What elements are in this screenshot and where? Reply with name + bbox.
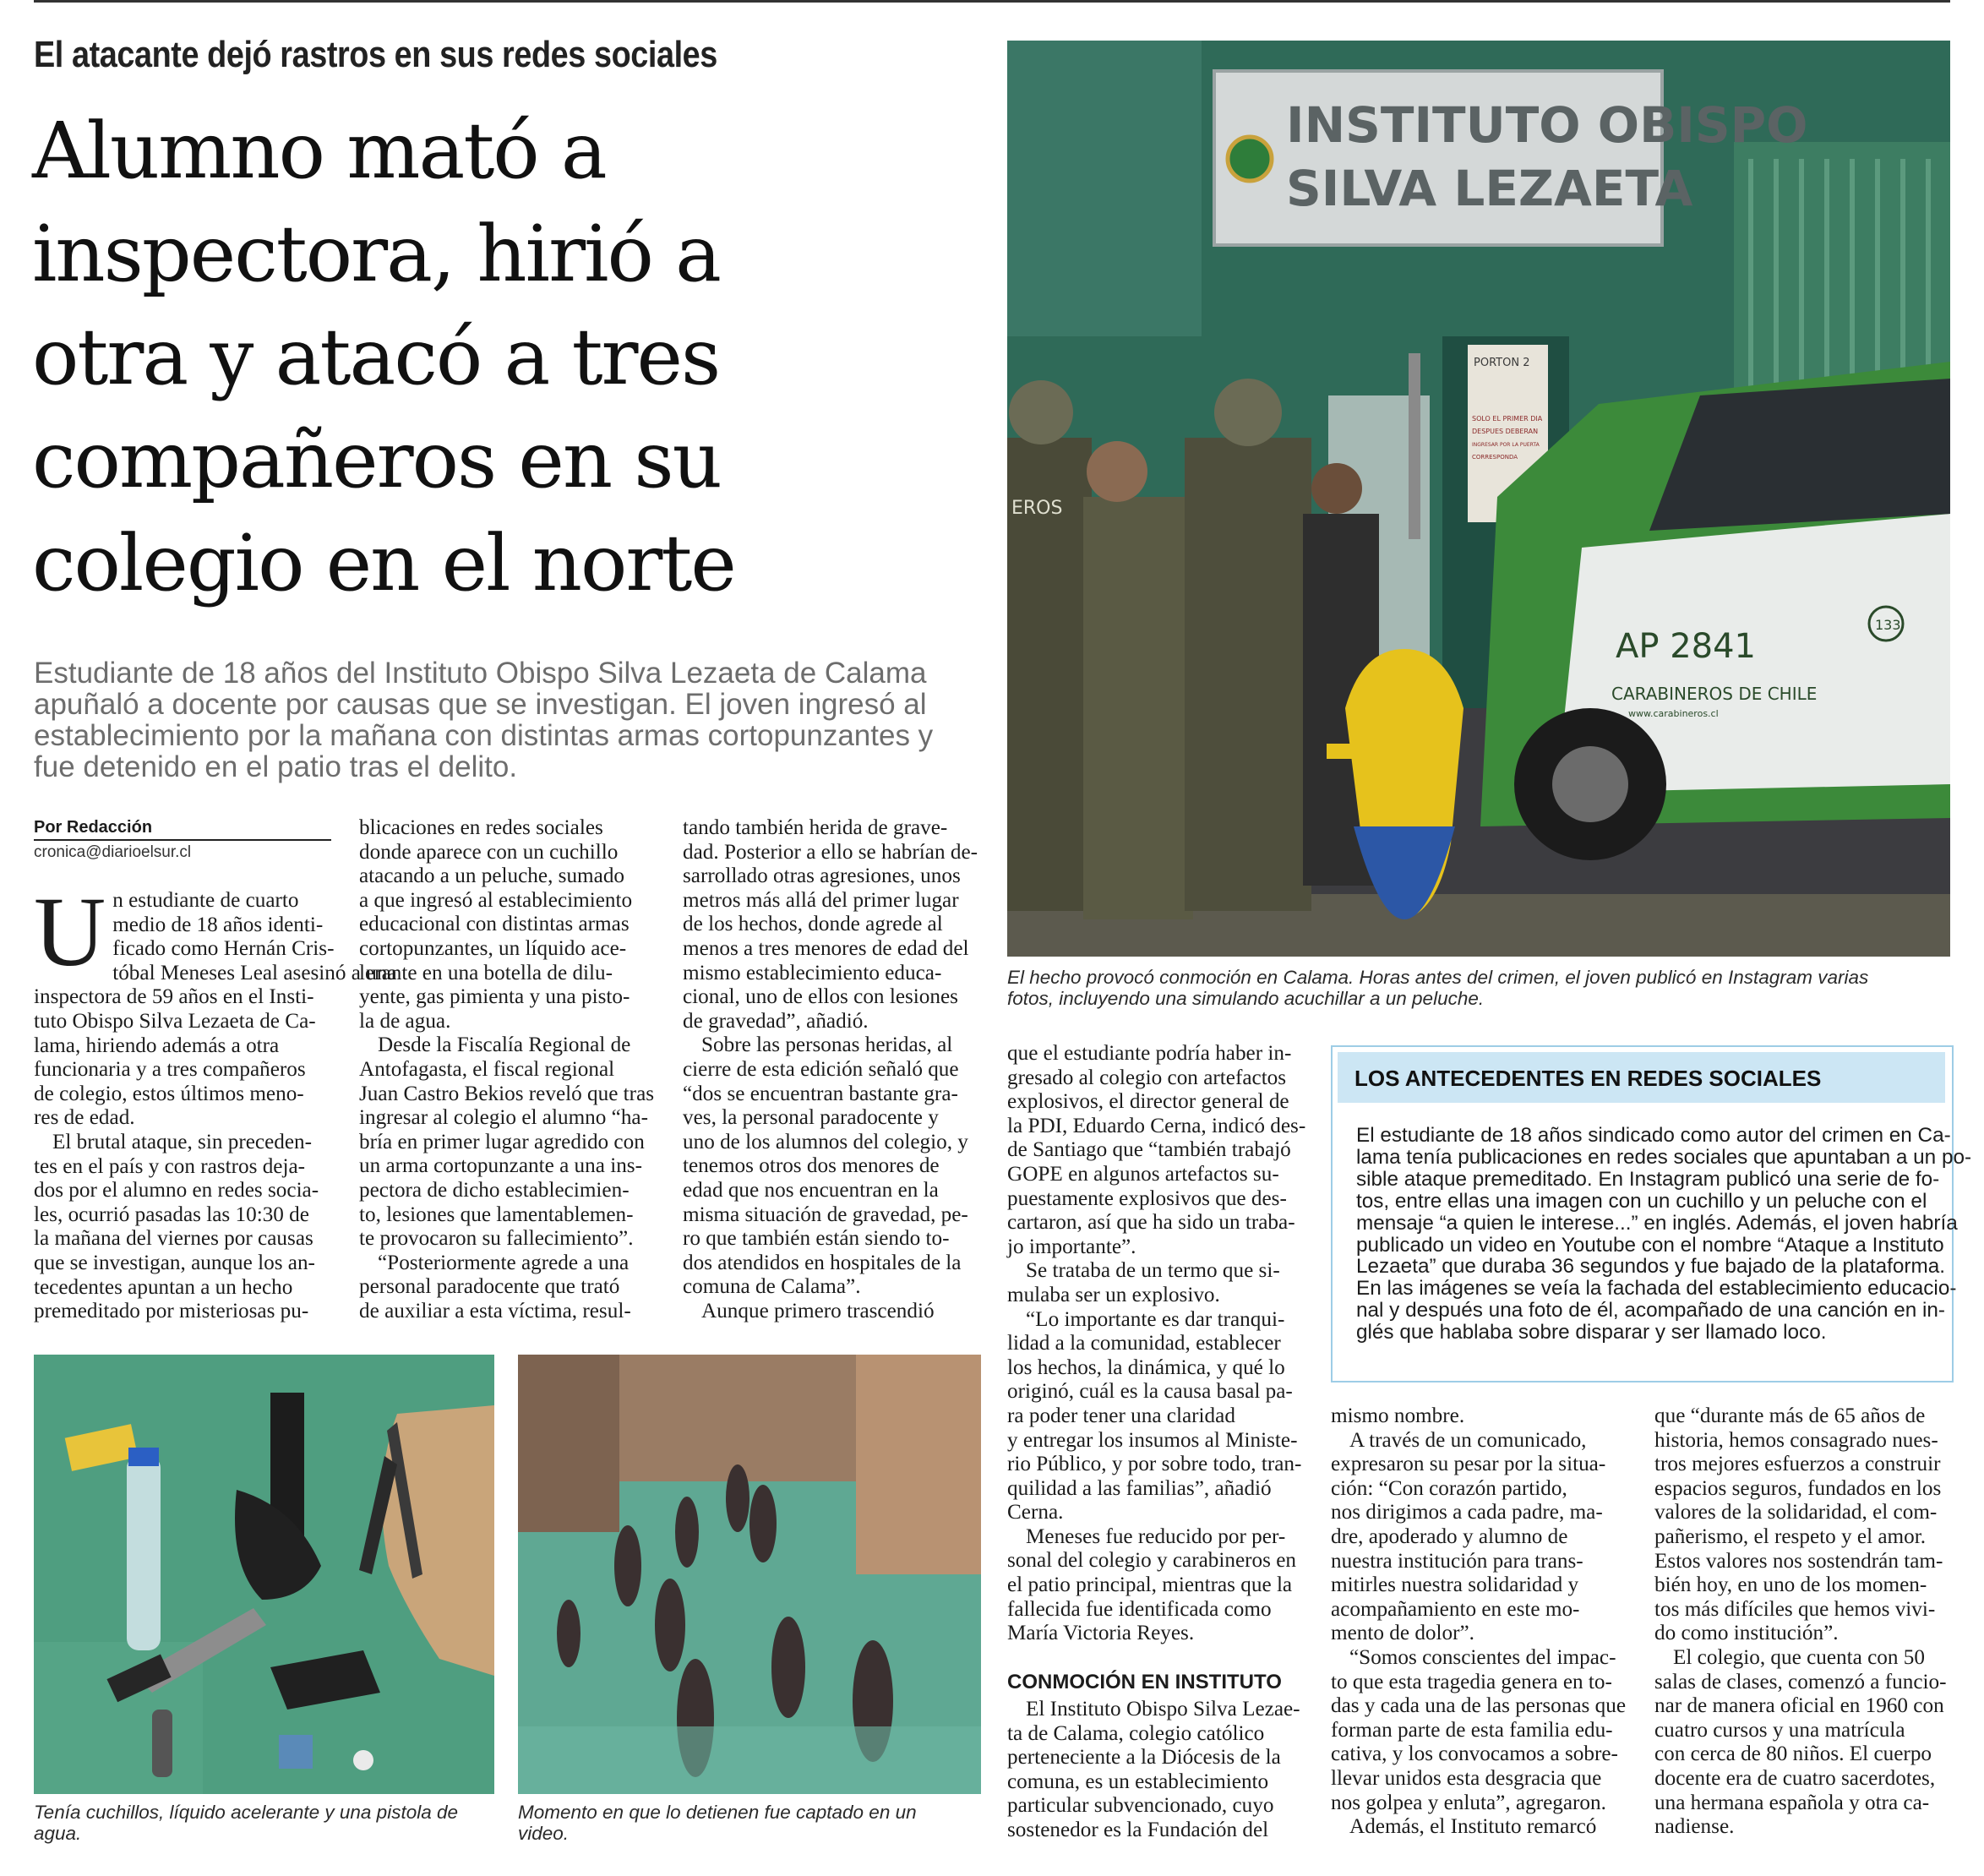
text-line: Meneses fue reducido por per-: [1026, 1524, 1286, 1548]
sidebar-line: El estudiante de 18 años sindicado como autor del crimen en Ca-: [1356, 1124, 1951, 1147]
lead-line: apuñaló a docente por causas que se investigan. El joven ingresó al: [34, 688, 927, 721]
text-line: bién hoy, en uno de los momen-: [1654, 1573, 1927, 1597]
sidebar-line: Lezaeta” que duraba 36 segundos y fue bajado de la plataforma.: [1356, 1255, 1946, 1279]
text-line: Aunque primero trascendió: [701, 1299, 935, 1322]
text-line: El brutal ataque, sin preceden-: [52, 1130, 313, 1153]
section-subhead: CONMOCIÓN EN INSTITUTO: [1007, 1671, 1282, 1693]
text-line: funcionaria y a tres compañeros: [34, 1058, 306, 1082]
text-line: uno de los alumnos del colegio, y: [683, 1130, 968, 1153]
text-line: comuna de Calama”.: [683, 1275, 861, 1299]
text-line: premeditado por misteriosas pu-: [34, 1300, 309, 1323]
byline: Por Redacción: [34, 818, 331, 841]
text-line: Se trataba de un termo que si-: [1026, 1259, 1280, 1283]
sign-text-1: INSTITUTO OBISPO: [1286, 96, 1808, 154]
text-line: metros más allá del primer lugar: [683, 888, 959, 912]
top-rule: [34, 0, 1950, 3]
text-line: la de agua.: [359, 1009, 451, 1033]
text-line: de auxiliar a esta víctima, resul-: [359, 1299, 631, 1322]
notice-line: CORRESPONDA: [1472, 454, 1518, 461]
text-line: sostenedor es la Fundación del: [1007, 1818, 1269, 1841]
caption-line: agua.: [34, 1823, 82, 1844]
text-line: to que esta tragedia genera en to-: [1331, 1670, 1612, 1693]
text-line: forman parte de esta familia edu-: [1331, 1718, 1613, 1742]
text-line: de gravedad”, añadió.: [683, 1009, 869, 1033]
text-line: la PDI, Eduardo Cerna, indicó des-: [1007, 1114, 1306, 1137]
lead-line: fue detenido en el patio tras el delito.: [34, 750, 518, 783]
sidebar-line: publicado un video en Youtube con el nombre “Ataque a Instituto: [1356, 1233, 1944, 1257]
text-line: fallecida fue identificada como: [1007, 1597, 1272, 1621]
text-line: medio de 18 años identi-: [112, 913, 324, 936]
text-line: menos a tres menores de edad del: [683, 936, 969, 960]
text-line: res de edad.: [34, 1106, 135, 1130]
drop-cap: U: [34, 876, 106, 987]
article-column-4b: [1007, 1698, 1307, 1843]
lead-line: establecimiento por la mañana con distintas armas cortopunzantes y: [34, 719, 934, 752]
text-line: quilidad a las familias”, añadió: [1007, 1476, 1272, 1500]
sidebar-line: mensaje “a quien le interese...” en inglés. Además, el joven habría: [1356, 1211, 1958, 1235]
text-line: cativa, y los convocamos a sobre-: [1331, 1742, 1618, 1766]
text-line: tros mejores esfuerzos a construir: [1654, 1453, 1941, 1476]
article-column-3: [683, 816, 983, 1323]
text-line: Antofagasta, el fiscal regional: [359, 1057, 615, 1081]
caption-line: Tenía cuchillos, líquido acelerante y una pistola de: [34, 1802, 458, 1823]
text-line: dre, apoderado y alumno de: [1331, 1524, 1568, 1548]
text-line: tes en el país y con rastros deja-: [34, 1154, 306, 1178]
text-line: que el estudiante podría haber in-: [1007, 1042, 1292, 1065]
text-line: de Santiago que “también trabajó: [1007, 1138, 1291, 1162]
text-line: ficado como Hernán Cris-: [112, 937, 335, 961]
lead-line: Estudiante de 18 años del Instituto Obispo Silva Lezaeta de Calama: [34, 657, 927, 690]
text-line: do como institución”.: [1654, 1622, 1839, 1645]
text-line: les, ocurrió pasadas las 10:30 de: [34, 1202, 309, 1226]
text-line: tos más difíciles que hemos vivi-: [1654, 1597, 1936, 1621]
text-line: puestamente explosivos que des-: [1007, 1186, 1287, 1210]
text-line: docente era de cuatro sacerdotes,: [1654, 1766, 1936, 1790]
text-line: yente, gas pimienta y una pisto-: [359, 985, 630, 1009]
text-line: inspectora de 59 años en el Insti-: [34, 985, 314, 1009]
sign-text-2: SILVA LEZAETA: [1286, 160, 1693, 217]
article-column-2: [359, 816, 659, 1323]
author-email: cronica@diarioelsur.cl: [34, 843, 192, 861]
text-line: lama, hiriendo además a otra: [34, 1033, 280, 1057]
text-line: ta de Calama, colegio católico: [1007, 1721, 1265, 1745]
school-crest-icon: [1228, 137, 1272, 181]
text-line: Estos valores nos sostendrán tam-: [1654, 1549, 1943, 1573]
text-line: educacional con distintas armas: [359, 913, 630, 936]
text-line: ro que también están siendo to-: [683, 1227, 950, 1251]
text-line: to, lesiones que lamentablemen-: [359, 1202, 634, 1226]
article-column-1: [34, 876, 397, 1324]
truck-web: www.carabineros.cl: [1628, 708, 1719, 719]
truck-id: AP 2841: [1616, 627, 1756, 666]
text-line: A través de un comunicado,: [1349, 1428, 1587, 1452]
caption-line: El hecho provocó conmoción en Calama. Horas antes del crimen, el joven publicó en Instagram varias: [1007, 967, 1869, 988]
caption-line: fotos, incluyendo una simulando acuchillar a un peluche.: [1007, 988, 1485, 1009]
truck-label: CARABINEROS DE CHILE: [1611, 684, 1818, 704]
text-line: Desde la Fiscalía Regional de: [378, 1033, 631, 1057]
text-line: pectora de dicho establecimien-: [359, 1178, 630, 1202]
text-line: gresado al colegio con artefactos: [1007, 1066, 1287, 1089]
text-line: El colegio, que cuenta con 50: [1673, 1645, 1925, 1669]
text-line: tecedentes apuntan a un hecho: [34, 1275, 293, 1299]
lead-paragraph: [34, 657, 993, 783]
text-line: tando también herida de grave-: [683, 816, 948, 839]
text-line: ción: “Con corazón partido,: [1331, 1476, 1567, 1500]
vest-text: EROS: [1011, 498, 1063, 519]
article-column-6: [1654, 1404, 1954, 1840]
text-line: mitirles nuestra solidaridad y: [1331, 1573, 1579, 1597]
notice-line: SOLO EL PRIMER DIA: [1472, 415, 1543, 423]
text-line: dos por el alumno en redes socia-: [34, 1179, 319, 1202]
text-line: el patio principal, mientras que la: [1007, 1573, 1293, 1597]
text-line: “Posteriormente agrede a una: [378, 1251, 630, 1274]
text-line: “Somos conscientes del impac-: [1349, 1645, 1616, 1669]
text-line: nar de manera oficial en 1960 con: [1654, 1694, 1944, 1718]
caption-line: Momento en que lo detienen fue captado en un: [518, 1802, 917, 1823]
sidebar-line: glés que hablaba sobre disparar y ser llamado loco.: [1356, 1321, 1827, 1344]
main-photo-caption: [1007, 967, 1950, 1009]
text-line: atacando a un peluche, sumado: [359, 864, 625, 888]
text-line: misma situación de gravedad, pe-: [683, 1202, 968, 1226]
caption-line: video.: [518, 1823, 570, 1844]
text-line: un arma cortopunzante a una ins-: [359, 1154, 643, 1178]
text-line: salas de clases, comenzó a funcio-: [1654, 1670, 1947, 1693]
text-line: de los hechos, donde agrede al: [683, 913, 943, 936]
text-line: ra poder tener una claridad: [1007, 1404, 1235, 1427]
arrest-video-frame: [518, 1355, 981, 1794]
video-still-photo: [518, 1355, 981, 1794]
text-line: pañerismo, el respeto y el amor.: [1654, 1524, 1927, 1548]
text-line: una hermana española y otra ca-: [1654, 1791, 1930, 1814]
text-line: mismo nombre.: [1331, 1404, 1465, 1427]
text-line: mismo establecimiento educa-: [683, 961, 942, 984]
text-line: los hechos, la dinámica, y qué lo: [1007, 1355, 1285, 1379]
headline-line: inspectora, hirió a: [32, 209, 720, 299]
headline-line: Alumno mató a: [32, 106, 606, 196]
pepper-spray: [152, 1710, 172, 1777]
text-line: tuto Obispo Silva Lezaeta de Ca-: [34, 1009, 316, 1033]
headline-line: compañeros en su: [32, 415, 721, 505]
text-line: te provocaron su fallecimiento”.: [359, 1227, 634, 1251]
sidebar-line: nal y después una foto de él, acompañado de una canción en in-: [1356, 1299, 1946, 1322]
text-line: nuestra institución para trans-: [1331, 1549, 1583, 1573]
text-line: nadiense.: [1654, 1815, 1735, 1839]
text-line: cartaron, así que ha sido un traba-: [1007, 1211, 1295, 1235]
text-line: dos atendidos en hospitales de la: [683, 1251, 962, 1274]
text-line: tenemos otros dos menores de: [683, 1154, 940, 1178]
article-column-5: [1331, 1404, 1631, 1840]
text-line: cuatro cursos y una matrícula: [1654, 1718, 1905, 1742]
text-line: Sobre las personas heridas, al: [701, 1033, 953, 1057]
text-line: GOPE en algunos artefactos su-: [1007, 1162, 1279, 1186]
text-line: jo importante”.: [1007, 1235, 1136, 1258]
text-line: blicaciones en redes sociales: [359, 816, 603, 839]
text-line: la mañana del viernes por causas: [34, 1227, 313, 1251]
text-line: acompañamiento en este mo-: [1331, 1597, 1580, 1621]
sidebar-line: En las imágenes se veía la fachada del establecimiento educacio-: [1356, 1277, 1957, 1301]
text-line: personal paradocente que trató: [359, 1275, 620, 1299]
text-line: das y cada una de las personas que: [1331, 1694, 1626, 1718]
text-line: edad que nos encuentran en la: [683, 1178, 939, 1202]
text-line: rio Público, y por sobre todo, tran-: [1007, 1453, 1302, 1476]
text-line: n estudiante de cuarto: [112, 889, 299, 912]
weapons-photo-caption: [34, 1802, 507, 1844]
text-line: que se investigan, aunque los an-: [34, 1251, 315, 1274]
text-line: cierre de esta edición señaló que: [683, 1057, 959, 1081]
text-line: mento de dolor”.: [1331, 1622, 1474, 1645]
school-entrance-photo: [1007, 41, 1950, 957]
text-line: expresaron su pesar por la situa-: [1331, 1453, 1606, 1476]
sidebar-line: tos, entre ellas una imagen con un cuchillo y un peluche con el: [1356, 1189, 1927, 1213]
text-line: ingresar al colegio el alumno “ha-: [359, 1106, 648, 1130]
text-line: ves, la personal paradocente y: [683, 1106, 939, 1130]
text-line: sonal del colegio y carabineros en: [1007, 1549, 1296, 1573]
sidebar-line: lama tenía publicaciones en redes sociales que apuntaban a un po-: [1356, 1145, 1972, 1169]
headline-line: otra y atacó a tres: [32, 312, 720, 402]
text-line: comuna, es un establecimiento: [1007, 1770, 1269, 1793]
text-line: lerante en una botella de dilu-: [359, 961, 613, 984]
water-bottle: [127, 1456, 161, 1650]
text-line: dad. Posterior a ello se habrían de-: [683, 840, 978, 864]
article-column-4: [1007, 1042, 1307, 1646]
text-line: cortopunzantes, un líquido ace-: [359, 936, 627, 960]
text-line: tóbal Meneses Leal asesinó a una: [112, 961, 397, 984]
weapons-on-ground-photo: [34, 1355, 494, 1794]
text-line: El Instituto Obispo Silva Lezae-: [1026, 1698, 1300, 1721]
text-line: Además, el Instituto remarcó: [1349, 1815, 1597, 1839]
text-line: valores de la solidaridad, el com-: [1654, 1501, 1938, 1524]
text-line: originó, cuál es la causa basal pa-: [1007, 1380, 1293, 1404]
notice-line: DESPUES DEBERAN: [1472, 428, 1539, 435]
text-line: espacios seguros, fundados en los: [1654, 1476, 1942, 1500]
text-line: sarrollado otras agresiones, unos: [683, 864, 961, 888]
text-line: nos dirigimos a cada padre, ma-: [1331, 1501, 1603, 1524]
text-line: historia, hemos consagrado nues-: [1654, 1428, 1938, 1452]
text-line: mulaba ser un explosivo.: [1007, 1283, 1220, 1306]
main-photo: [1007, 41, 1950, 957]
text-line: bría en primer lugar agredido con: [359, 1130, 645, 1153]
truck-badge: 133: [1875, 617, 1901, 633]
sidebar-header: [1338, 1052, 1945, 1103]
text-line: con cerca de 80 niños. El cuerpo: [1654, 1742, 1932, 1766]
sidebar-line: sible ataque premeditado. En Instagram publicó una serie de fo-: [1356, 1167, 1940, 1191]
headline: [32, 100, 987, 615]
text-line: cional, uno de ellos con lesiones: [683, 985, 958, 1009]
video-still-caption: [518, 1802, 991, 1844]
notice-line: PORTON 2: [1474, 357, 1530, 369]
text-line: “Lo importante es dar tranqui-: [1026, 1307, 1285, 1331]
text-line: explosivos, el director general de: [1007, 1090, 1289, 1114]
headline-line: colegio en el norte: [32, 518, 735, 608]
text-line: Cerna.: [1007, 1501, 1064, 1524]
sidebar-title: LOS ANTECEDENTES EN REDES SOCIALES: [1354, 1066, 1822, 1091]
text-line: y entregar los insumos al Ministe-: [1007, 1428, 1298, 1452]
text-line: particular subvencionado, cuyo: [1007, 1794, 1274, 1818]
text-line: perteneciente a la Diócesis de la: [1007, 1746, 1281, 1770]
text-line: a que ingresó al establecimiento: [359, 888, 633, 912]
kicker: El atacante dejó rastros en sus redes sociales: [34, 34, 717, 75]
sidebar-body: [1356, 1124, 1972, 1344]
text-line: de colegio, estos últimos meno-: [34, 1082, 304, 1105]
text-line: “dos se encuentran bastante gra-: [683, 1082, 958, 1105]
text-line: lidad a la comunidad, establecer: [1007, 1332, 1281, 1355]
sidebar-box: [1331, 1045, 1972, 1382]
text-line: Juan Castro Bekios reveló que tras: [359, 1082, 655, 1105]
text-line: donde aparece con un cuchillo: [359, 840, 619, 864]
weapons-photo: [34, 1355, 494, 1794]
text-line: María Victoria Reyes.: [1007, 1622, 1195, 1645]
text-line: nos golpea y enluta”, agregaron.: [1331, 1791, 1606, 1814]
text-line: llevar unidos esta desgracia que: [1331, 1766, 1602, 1790]
text-line: que “durante más de 65 años de: [1654, 1404, 1926, 1427]
notice-line: INGRESAR POR LA PUERTA: [1472, 442, 1540, 448]
